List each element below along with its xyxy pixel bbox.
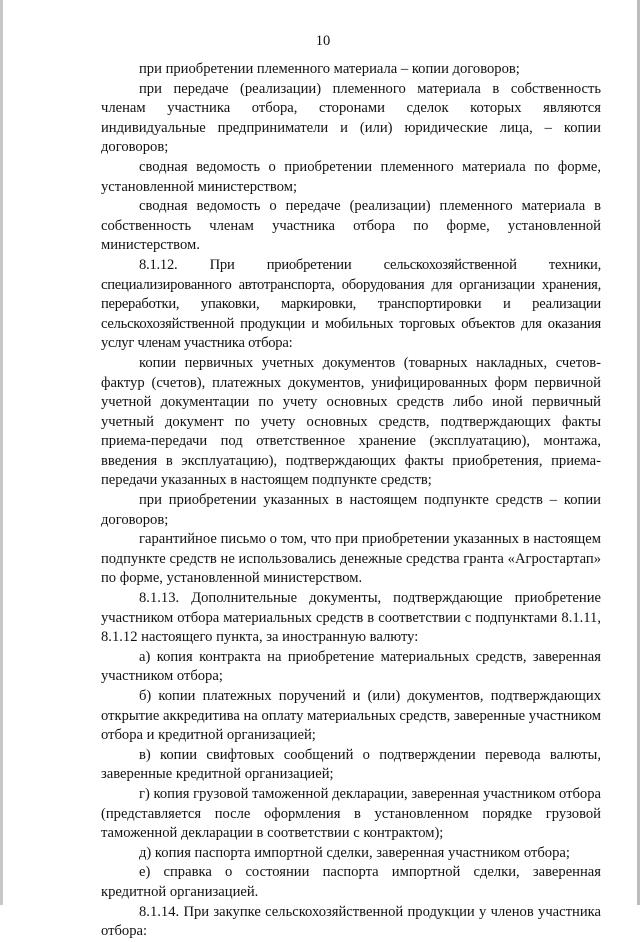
- page-number: 10: [315, 33, 331, 49]
- paragraph-primary-documents: копии первичных учетных документов (товарных накладных, счетов-фактур (счетов), платежных документов, унифицированных форм первичной учетной документации по учету основных средств либо иной первичный учетный документ по учету основных средств, подтверждающих факты приема-передачи под ответственное хранение (эксплуатацию), монтажа, введения в эксплуатацию), подтверждающих факты приобретения, приема-передачи указанных в настоящем подпункте средств;: [101, 354, 601, 489]
- paragraph-breeding-transfer-contracts: при передаче (реализации) племенного материала в собственность членам участника отбора, сторонами сделок которых являются индивидуальные предприниматели и (или) юридические лица, – копии договоров;: [101, 80, 601, 156]
- paragraph-equipment-contracts: при приобретении указанных в настоящем подпункте средств – копии договоров;: [101, 492, 601, 528]
- paragraph-item-f: е) справка о состоянии паспорта импортной сделки, заверенная кредитной организацией.: [101, 864, 601, 900]
- document-body: [101, 60, 601, 942]
- paragraph-summary-transfer: сводная ведомость о передаче (реализации) племенного материала в собственность членам участника отбора по форме, установленной министерством.: [101, 198, 601, 254]
- paragraph-guarantee-letter: гарантийное письмо о том, что при приобретении указанных в настоящем подпункте средств не использовались денежные средства гранта «Агростартап» по форме, установленной министерством.: [101, 531, 601, 587]
- paragraph-8-1-12: 8.1.12. При приобретении сельскохозяйственной техники, специализированного автотранспорта, оборудования для организации хранения, переработки, упаковки, маркировки, транспортировки и реализации сельскохозяйственной продукции и мобильных торговых объектов для оказания услуг членам участника отбора:: [101, 256, 601, 352]
- paragraph-item-a: а) копия контракта на приобретение материальных средств, заверенная участником отбора;: [101, 648, 601, 685]
- paragraph-item-d: г) копия грузовой таможенной декларации, заверенная участником отбора (представляется после оформления в установленном порядке грузовой таможенной декларации в соответствии с контрактом);: [101, 785, 601, 842]
- paragraph-summary-purchase: сводная ведомость о приобретении племенного материала по форме, установленной министерством;: [101, 158, 601, 195]
- paragraph-item-c: в) копии свифтовых сообщений о подтверждении перевода валюты, заверенные кредитной организацией;: [101, 746, 601, 783]
- paragraph-8-1-14: 8.1.14. При закупке сельскохозяйственной продукции у членов участника отбора:: [101, 903, 601, 940]
- paragraph-8-1-13: 8.1.13. Дополнительные документы, подтверждающие приобретение участником отбора материальных средств в соответствии с подпунктами 8.1.11, 8.1.12 настоящего пункта, за иностранную валюту:: [101, 590, 601, 646]
- paragraph-item-b: б) копии платежных поручений и (или) документов, подтверждающих открытие аккредитива на оплату материальных средств, заверенные участником отбора и кредитной организацией;: [101, 688, 601, 744]
- paragraph-breeding-purchase-contracts: при приобретении племенного материала – копии договоров;: [139, 61, 520, 77]
- paragraph-item-e: д) копия паспорта импортной сделки, заверенная участником отбора;: [139, 844, 570, 861]
